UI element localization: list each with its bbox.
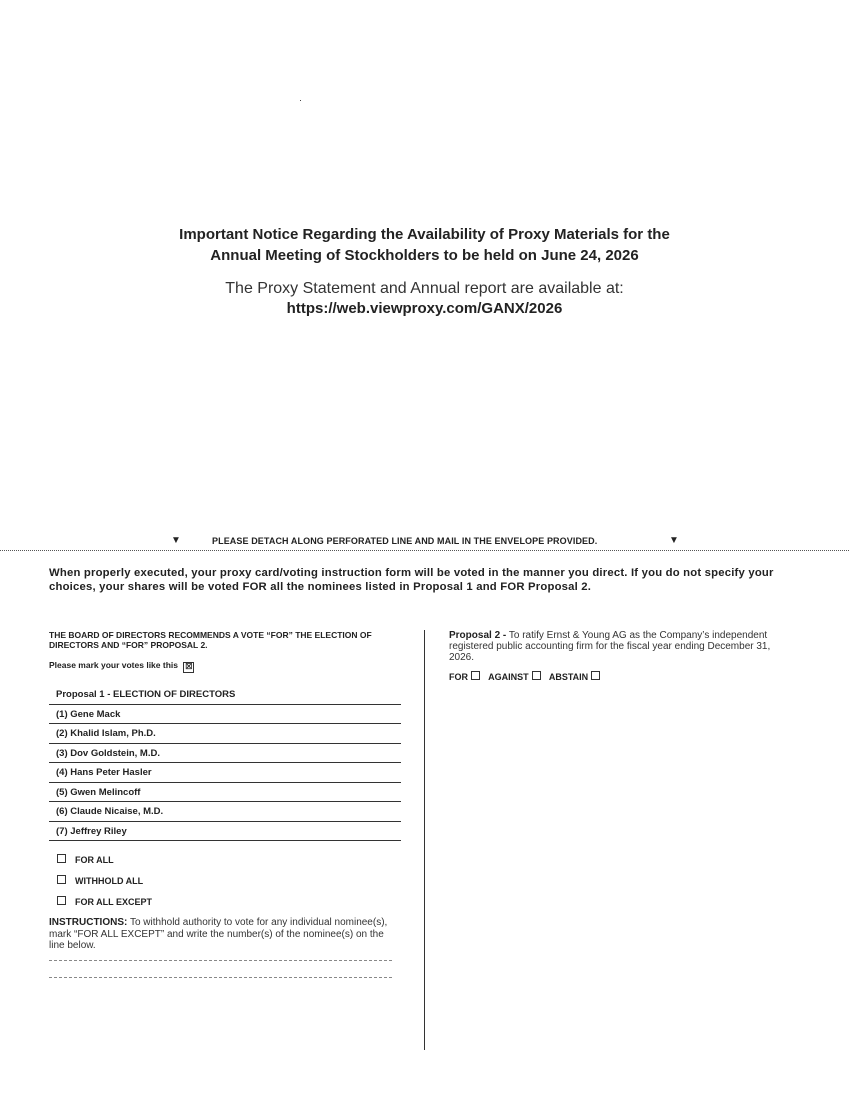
- proposal-2-votes: [449, 671, 794, 682]
- proposal-1-options: [49, 853, 401, 916]
- proxy-materials-url[interactable]: https://web.viewproxy.com/GANX/2026: [286, 300, 563, 317]
- instructions-text: To withhold authority to vote for any individual nominee(s), mark “FOR ALL EXCEPT” and write the number(s) of the nominee(s) on the line below.: [49, 917, 388, 951]
- checkbox-icon[interactable]: [57, 896, 66, 905]
- instructions-label: INSTRUCTIONS:: [49, 917, 128, 928]
- option-label: FOR ALL: [75, 855, 114, 865]
- proposal-2-text: To ratify Ernst & Young AG as the Company’s independent registered public accounting firm for the fiscal year ending December 31, 2026.: [449, 630, 771, 663]
- checkbox-icon[interactable]: [57, 875, 66, 884]
- nominee-write-line[interactable]: [49, 960, 392, 961]
- down-arrow-icon: ▼: [669, 535, 679, 546]
- vote-label: AGAINST: [488, 672, 529, 682]
- nominee-row: (5) Gwen Melincoff: [49, 783, 401, 803]
- notice-title: [0, 224, 849, 266]
- checkbox-icon[interactable]: [471, 671, 480, 680]
- proposal-1-table: [49, 685, 401, 841]
- detach-text: PLEASE DETACH ALONG PERFORATED LINE AND MAIL IN THE ENVELOPE PROVIDED.: [212, 536, 598, 546]
- option-label: FOR ALL EXCEPT: [75, 897, 153, 907]
- board-recommendation: THE BOARD OF DIRECTORS RECOMMENDS A VOTE “FOR” THE ELECTION OF DIRECTORS AND “FOR” PROPOSAL 2.: [49, 630, 372, 650]
- checkbox-icon[interactable]: [57, 854, 66, 863]
- nominee-row: (7) Jeffrey Riley: [49, 822, 401, 842]
- print-speck: [300, 100, 301, 101]
- option-withhold-all[interactable]: [49, 874, 401, 895]
- vote-against[interactable]: [488, 672, 541, 682]
- proposal-1-section: [49, 630, 401, 978]
- nominee-row: (2) Khalid Islam, Ph.D.: [49, 724, 401, 744]
- voting-intro: When properly executed, your proxy card/voting instruction form will be voted in the manner you direct. If you do not specify your choices, your shares will be voted FOR all the nominees listed in Proposal 1 and FOR Proposal 2.: [49, 567, 774, 593]
- notice-title-line-2: Annual Meeting of Stockholders to be held on June 24, 2026: [210, 247, 639, 264]
- proposal-2-label: Proposal 2 -: [449, 630, 507, 641]
- proposal-2-section: [449, 630, 794, 682]
- nominee-row: (1) Gene Mack: [49, 705, 401, 725]
- vote-for[interactable]: [449, 672, 480, 682]
- checkbox-icon[interactable]: [532, 671, 541, 680]
- notice-subtitle: The Proxy Statement and Annual report are available at:: [225, 280, 624, 297]
- column-divider: [424, 630, 425, 1050]
- nominee-row: (4) Hans Peter Hasler: [49, 763, 401, 783]
- mark-instruction: Please mark your votes like this: [49, 660, 178, 670]
- withhold-instructions: [49, 917, 401, 952]
- vote-abstain[interactable]: [549, 672, 600, 682]
- option-label: WITHHOLD ALL: [75, 876, 144, 886]
- vote-label: FOR: [449, 672, 468, 682]
- perforated-line: [0, 550, 849, 551]
- nominee-row: (3) Dov Goldstein, M.D.: [49, 744, 401, 764]
- option-for-all[interactable]: [49, 853, 401, 874]
- vote-label: ABSTAIN: [548, 672, 589, 682]
- proposal-2-description: [449, 630, 794, 663]
- nominee-row: (6) Claude Nicaise, M.D.: [49, 802, 401, 822]
- option-for-all-except[interactable]: [49, 895, 401, 916]
- checkbox-icon[interactable]: [591, 671, 600, 680]
- checked-box-icon: ☒: [185, 662, 193, 671]
- mark-example: [49, 660, 401, 673]
- proposal-1-heading: Proposal 1 - ELECTION OF DIRECTORS: [49, 685, 401, 705]
- down-arrow-icon: ▼: [171, 535, 181, 546]
- notice-title-line-1: Important Notice Regarding the Availability of Proxy Materials for the: [179, 226, 670, 243]
- nominee-write-line[interactable]: [49, 977, 392, 978]
